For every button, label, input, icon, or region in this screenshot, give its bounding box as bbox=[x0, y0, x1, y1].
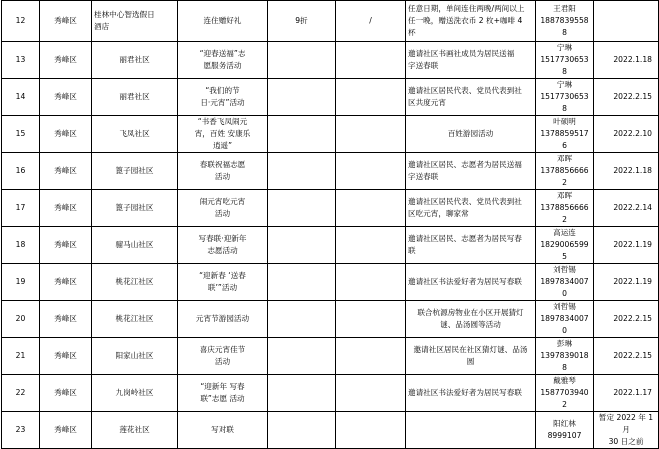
district-cell: 秀峰区 bbox=[40, 1, 92, 42]
date-cell: 2022.2.15 bbox=[594, 79, 659, 116]
activity-cell: 闹元宵吃元宵 活动 bbox=[178, 190, 268, 227]
content-cell: 邀请社区居民代表、党员代表到社 区共度元宵 bbox=[406, 79, 536, 116]
venue-cell: 篦子园社区 bbox=[92, 153, 178, 190]
contact-cell: 阳红林 8999107 bbox=[536, 412, 594, 449]
date-cell: 2022.1.17 bbox=[594, 375, 659, 412]
date-cell: 2022.1.19 bbox=[594, 227, 659, 264]
row-number: 21 bbox=[2, 338, 40, 375]
activity-cell: 喜庆元宵佳节 活动 bbox=[178, 338, 268, 375]
content-cell: 邀请社区居民代表、党员代表到社 区吃元宵，聊家常 bbox=[406, 190, 536, 227]
district-cell: 秀峰区 bbox=[40, 264, 92, 301]
date-cell: 2022.2.10 bbox=[594, 116, 659, 153]
row-number: 17 bbox=[2, 190, 40, 227]
venue-cell: 飞凤社区 bbox=[92, 116, 178, 153]
contact-cell: 刘哲锡 18978340070 bbox=[536, 264, 594, 301]
venue-cell: 阳家山社区 bbox=[92, 338, 178, 375]
quota-cell bbox=[336, 190, 406, 227]
date-cell: 2022.2.14 bbox=[594, 190, 659, 227]
table-row bbox=[2, 412, 659, 449]
district-cell: 秀峰区 bbox=[40, 375, 92, 412]
activity-cell: “迎新春 ‘送春 联’”活动 bbox=[178, 264, 268, 301]
activity-cell: 连住赠好礼 bbox=[178, 1, 268, 42]
discount-cell bbox=[268, 264, 336, 301]
quota-cell bbox=[336, 264, 406, 301]
quota-cell bbox=[336, 301, 406, 338]
content-cell bbox=[406, 412, 536, 449]
contact-cell: 刘哲锡 18978340070 bbox=[536, 301, 594, 338]
table-body bbox=[2, 1, 659, 449]
table-row bbox=[2, 153, 659, 190]
venue-cell: 篦子园社区 bbox=[92, 190, 178, 227]
content-cell: 邀请社区居民在社区猜灯谜、品汤 圆 bbox=[406, 338, 536, 375]
quota-cell: / bbox=[336, 1, 406, 42]
table-row bbox=[2, 42, 659, 79]
district-cell: 秀峰区 bbox=[40, 79, 92, 116]
contact-cell: 戴雅琴 15877039402 bbox=[536, 375, 594, 412]
quota-cell bbox=[336, 375, 406, 412]
activity-table bbox=[1, 0, 659, 449]
venue-cell: 丽君社区 bbox=[92, 42, 178, 79]
row-number: 19 bbox=[2, 264, 40, 301]
table-row bbox=[2, 116, 659, 153]
discount-cell bbox=[268, 116, 336, 153]
date-cell: 2022.1.18 bbox=[594, 42, 659, 79]
district-cell: 秀峰区 bbox=[40, 153, 92, 190]
venue-cell: 丽君社区 bbox=[92, 79, 178, 116]
row-number: 12 bbox=[2, 1, 40, 42]
content-cell: 邀请社区书画社成员为居民送福 字送春联 bbox=[406, 42, 536, 79]
activity-cell: 元宵节游园活动 bbox=[178, 301, 268, 338]
content-cell: 任意日期，单间连住两晚/两间以上 任一晚，赠送洗衣币 2 枚+咖啡 4 杯 bbox=[406, 1, 536, 42]
row-number: 15 bbox=[2, 116, 40, 153]
quota-cell bbox=[336, 412, 406, 449]
district-cell: 秀峰区 bbox=[40, 301, 92, 338]
district-cell: 秀峰区 bbox=[40, 227, 92, 264]
content-cell: 百姓游园活动 bbox=[406, 116, 536, 153]
row-number: 14 bbox=[2, 79, 40, 116]
quota-cell bbox=[336, 227, 406, 264]
date-cell bbox=[594, 1, 659, 42]
contact-cell: 彭琳 13978390188 bbox=[536, 338, 594, 375]
quota-cell bbox=[336, 116, 406, 153]
content-cell: 邀请社区书法爱好者为居民写春联 bbox=[406, 375, 536, 412]
discount-cell bbox=[268, 412, 336, 449]
discount-cell bbox=[268, 375, 336, 412]
quota-cell bbox=[336, 153, 406, 190]
table-row bbox=[2, 1, 659, 42]
venue-cell: 桂林中心智选假日 酒店 bbox=[92, 1, 178, 42]
discount-cell bbox=[268, 301, 336, 338]
discount-cell bbox=[268, 42, 336, 79]
activity-cell: “迎春送福”志 愿服务活动 bbox=[178, 42, 268, 79]
content-cell: 联合杭源房物业在小区开展猜灯 谜、品汤圆等活动 bbox=[406, 301, 536, 338]
district-cell: 秀峰区 bbox=[40, 42, 92, 79]
row-number: 23 bbox=[2, 412, 40, 449]
venue-cell: 骝马山社区 bbox=[92, 227, 178, 264]
table-row bbox=[2, 301, 659, 338]
row-number: 18 bbox=[2, 227, 40, 264]
venue-cell: 桃花江社区 bbox=[92, 301, 178, 338]
discount-cell: 9折 bbox=[268, 1, 336, 42]
contact-cell: 宁琳 15177306538 bbox=[536, 79, 594, 116]
date-cell: 暂定 2022 年 1 月 30 日之前 bbox=[594, 412, 659, 449]
quota-cell bbox=[336, 338, 406, 375]
contact-cell: 高运连 18290065995 bbox=[536, 227, 594, 264]
table-row bbox=[2, 190, 659, 227]
discount-cell bbox=[268, 79, 336, 116]
table-row bbox=[2, 338, 659, 375]
activity-cell: 写春联·迎新年 志愿活动 bbox=[178, 227, 268, 264]
discount-cell bbox=[268, 227, 336, 264]
content-cell: 邀请社区居民、志愿者为居民写春 联 bbox=[406, 227, 536, 264]
row-number: 20 bbox=[2, 301, 40, 338]
district-cell: 秀峰区 bbox=[40, 116, 92, 153]
quota-cell bbox=[336, 79, 406, 116]
activity-cell: 春联祝福志愿 活动 bbox=[178, 153, 268, 190]
row-number: 16 bbox=[2, 153, 40, 190]
district-cell: 秀峰区 bbox=[40, 190, 92, 227]
contact-cell: 叶硕明 13788595176 bbox=[536, 116, 594, 153]
discount-cell bbox=[268, 153, 336, 190]
content-cell: 邀请社区居民、志愿者为居民送福 字送春联 bbox=[406, 153, 536, 190]
district-cell: 秀峰区 bbox=[40, 412, 92, 449]
venue-cell: 九岗岭社区 bbox=[92, 375, 178, 412]
table-row bbox=[2, 264, 659, 301]
content-cell: 邀请社区书法爱好者为居民写春联 bbox=[406, 264, 536, 301]
contact-cell: 宁琳 15177306538 bbox=[536, 42, 594, 79]
contact-cell: 邓晖 13788566662 bbox=[536, 153, 594, 190]
date-cell: 2022.2.15 bbox=[594, 301, 659, 338]
venue-cell: 桃花江社区 bbox=[92, 264, 178, 301]
table-row bbox=[2, 375, 659, 412]
table-row bbox=[2, 227, 659, 264]
discount-cell bbox=[268, 338, 336, 375]
activity-cell: “迎新年 写春 联”志愿 活动 bbox=[178, 375, 268, 412]
date-cell: 2022.2.15 bbox=[594, 338, 659, 375]
activity-cell: 写对联 bbox=[178, 412, 268, 449]
quota-cell bbox=[336, 42, 406, 79]
row-number: 22 bbox=[2, 375, 40, 412]
date-cell: 2022.1.18 bbox=[594, 153, 659, 190]
date-cell: 2022.1.19 bbox=[594, 264, 659, 301]
row-number: 13 bbox=[2, 42, 40, 79]
activity-cell: “我们的节 日·元宵”活动 bbox=[178, 79, 268, 116]
discount-cell bbox=[268, 190, 336, 227]
activity-cell: “书香飞凤闹元 宵，百姓 安康乐 逍遥” bbox=[178, 116, 268, 153]
venue-cell: 莲花社区 bbox=[92, 412, 178, 449]
contact-cell: 王君阳 18878395588 bbox=[536, 1, 594, 42]
district-cell: 秀峰区 bbox=[40, 338, 92, 375]
table-row bbox=[2, 79, 659, 116]
contact-cell: 邓晖 13788566662 bbox=[536, 190, 594, 227]
